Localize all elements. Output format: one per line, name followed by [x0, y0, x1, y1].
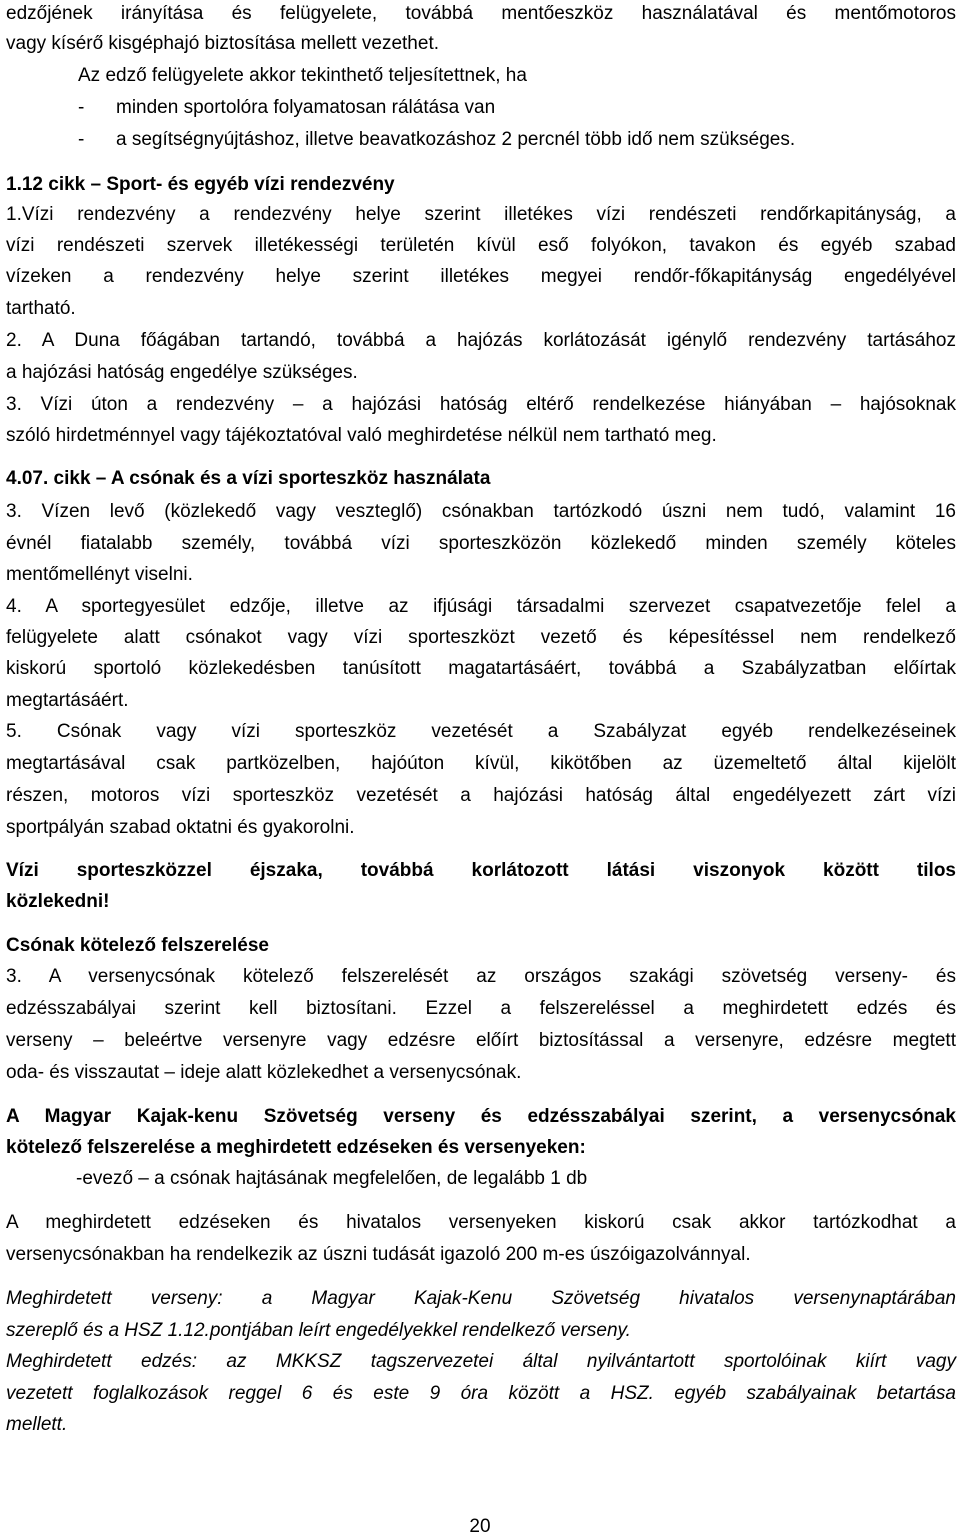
list-marker: -: [78, 97, 85, 118]
body-text-line: versenycsónakban ha rendelkezik az úszni tudását igazoló 200 m-es úszóigazolvánnyal.: [6, 1244, 751, 1265]
body-text-line: 5. Csónak vagy vízi sporteszköz vezetését a Szabályzat egyéb rendelkezéseinek: [6, 721, 956, 742]
list-item: [78, 128, 795, 152]
list-item: -evező – a csónak hajtásának megfelelően, de legalább 1 db: [76, 1168, 588, 1189]
body-text-line: edzőjének irányítása és felügyelete, továbbá mentőeszköz használatával és mentőmotoros: [6, 3, 956, 24]
body-text-line: 3. Vízi úton a rendezvény – a hajózási hatóság eltérő rendelkezése hiányában – hajósoknak: [6, 394, 956, 415]
body-text-line: 4. A sportegyesület edzője, illetve az ifjúsági társadalmi szervezet csapatvezetője felel a: [6, 596, 956, 617]
body-text-line: oda- és visszautat – ideje alatt közlekedhet a versenycsónak.: [6, 1062, 522, 1083]
body-text-line: Az edző felügyelete akkor tekinthető teljesítettnek, ha: [78, 65, 527, 86]
body-text-line: részen, motoros vízi sporteszköz vezetését a hajózási hatóság által engedélyezett zárt vízi: [6, 785, 956, 806]
body-text-line: vízi rendészeti szervek illetékességi területén kívül eső folyókon, tavakon és egyéb szabad: [6, 235, 956, 256]
body-text-line: vízeken a rendezvény helye szerint illetékes megyei rendőr-főkapitányság engedélyével: [6, 266, 956, 287]
list-marker: -: [78, 129, 85, 150]
body-text-line: szóló hirdetménnyel vagy tájékoztatóval való meghirdetése nélkül nem tartható meg.: [6, 425, 717, 446]
italic-definition-line: vezetett foglalkozások reggel 6 és este 9 óra között a HSZ. egyéb szabályainak betartása: [6, 1383, 956, 1404]
italic-definition-line: Meghirdetett verseny: a Magyar Kajak-Kenu Szövetség hivatalos versenynaptárában: [6, 1288, 956, 1309]
section-heading: 4.07. cikk – A csónak és a vízi sporteszköz használata: [6, 468, 491, 489]
section-heading: Csónak kötelező felszerelése: [6, 935, 269, 956]
body-text-line: 1.Vízi rendezvény a rendezvény helye szerint illetékes vízi rendészeti rendőrkapitányság, a: [6, 204, 956, 225]
body-text-line: évnél fiatalabb személy, továbbá vízi sporteszközön közlekedő minden személy köteles: [6, 533, 956, 554]
body-text-line: 3. Vízen levő (közlekedő vagy veszteglő) csónakban tartózkodó úszni nem tudó, valamint 16: [6, 501, 956, 522]
bold-paragraph-line: kötelező felszerelése a meghirdetett edzéseken és versenyeken:: [6, 1137, 586, 1158]
body-text-line: kiskorú sportoló közlekedésben tanúsított magatartásáért, továbbá a Szabályzatban előírtak: [6, 658, 956, 679]
list-item-text: a segítségnyújtáshoz, illetve beavatkozáshoz 2 percnél több idő nem szükséges.: [116, 129, 796, 150]
section-heading: 1.12 cikk – Sport- és egyéb vízi rendezvény: [6, 174, 395, 195]
body-text-line: megtartásával csak partközelben, hajóúton kívül, kikötőben az üzemeltető által kijelölt: [6, 753, 956, 774]
italic-definition-line: szereplő és a HSZ 1.12.pontjában leírt engedélyekkel rendelkező verseny.: [6, 1320, 631, 1341]
body-text-line: edzésszabályai szerint kell biztosítani. Ezzel a felszereléssel a meghirdetett edzés és: [6, 998, 956, 1019]
body-text-line: felügyelete alatt csónakot vagy vízi sporteszközt vezető és képesítéssel nem rendelkező: [6, 627, 956, 648]
bold-paragraph-line: A Magyar Kajak-kenu Szövetség verseny és edzésszabályai szerint, a versenycsónak: [6, 1106, 956, 1127]
body-text-line: sportpályán szabad oktatni és gyakorolni.: [6, 817, 355, 838]
body-text-line: megtartásáért.: [6, 690, 129, 711]
body-text-line: verseny – beleértve versenyre vagy edzésre előírt biztosítással a versenyre, edzésre megtett: [6, 1030, 956, 1051]
bold-notice-line: Vízi sporteszközzel éjszaka, továbbá korlátozott látási viszonyok között tilos: [6, 860, 956, 881]
body-text-line: 2. A Duna főágában tartandó, továbbá a hajózás korlátozását igénylő rendezvény tartásához: [6, 330, 956, 351]
italic-definition-line: mellett.: [6, 1414, 68, 1435]
list-item: [78, 96, 495, 120]
page-number: 20: [469, 1516, 491, 1537]
body-text-line: 3. A versenycsónak kötelező felszerelését az országos szakági szövetség verseny- és: [6, 966, 956, 987]
body-text-line: A meghirdetett edzéseken és hivatalos versenyeken kiskorú csak akkor tartózkodhat a: [6, 1212, 956, 1233]
body-text-line: tartható.: [6, 298, 76, 319]
body-text-line: mentőmellényt viselni.: [6, 564, 193, 585]
body-text-line: vagy kísérő kisgéphajó biztosítása mellett vezethet.: [6, 33, 440, 54]
body-text-line: a hajózási hatóság engedélye szükséges.: [6, 362, 358, 383]
bold-notice-line: közlekedni!: [6, 891, 110, 912]
italic-definition-line: Meghirdetett edzés: az MKKSZ tagszervezetei által nyilvántartott sportolóinak kiírt vagy: [6, 1351, 956, 1372]
list-item-text: minden sportolóra folyamatosan rálátása van: [116, 97, 496, 118]
